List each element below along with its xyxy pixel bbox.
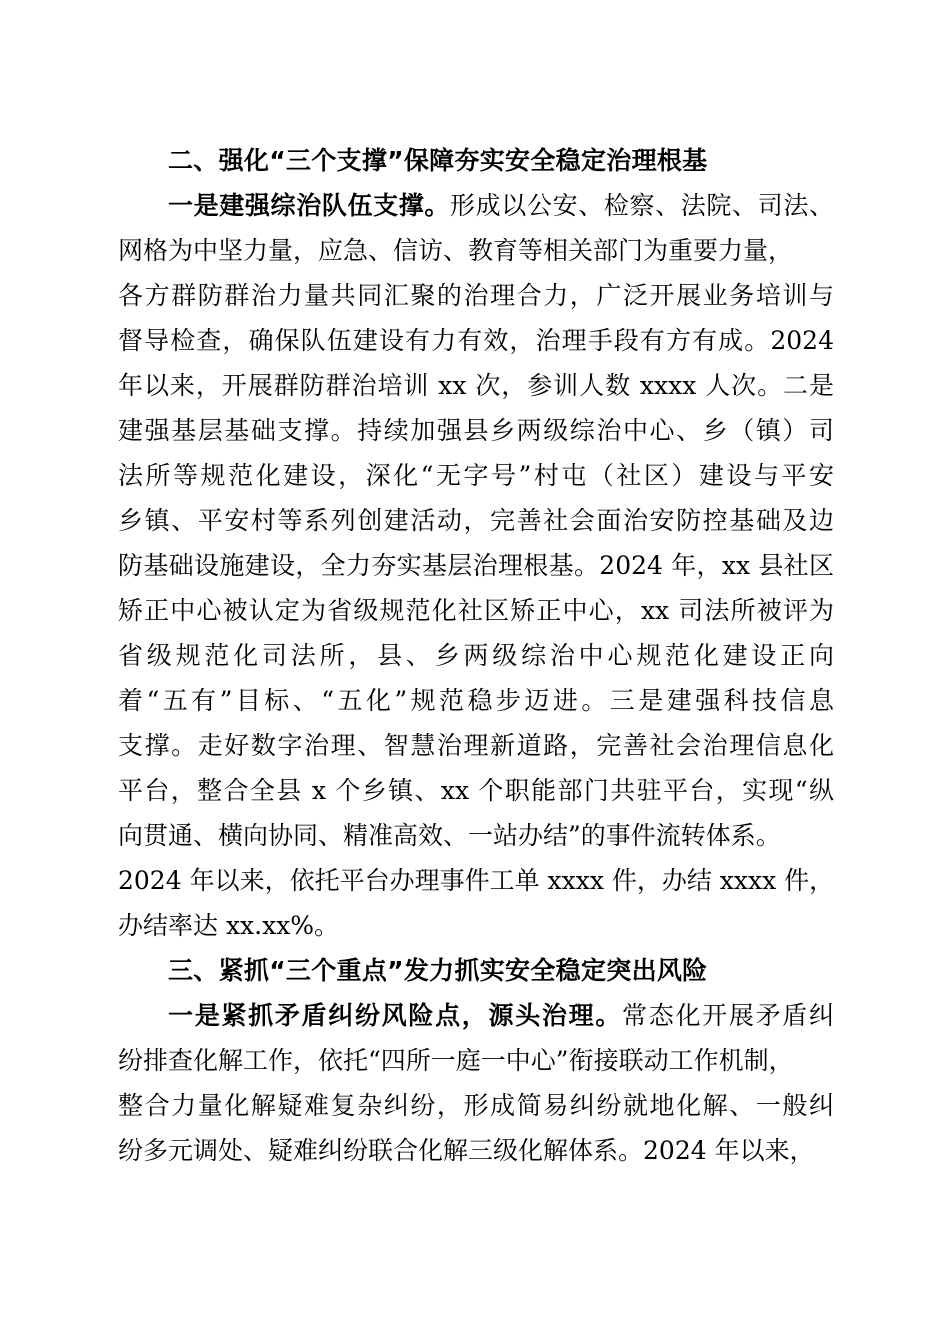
section-2-line-11: 省级规范化司法所，县、乡两级综治中心规范化建设正向 bbox=[118, 641, 834, 670]
section-2-line-12: 着“五有”目标、“五化”规范稳步迈进。三是建强科技信息 bbox=[118, 686, 834, 715]
section-3-line-3: 整合力量化解疑难复杂纠纷，形成简易纠纷就地化解、一般纠 bbox=[118, 1091, 834, 1120]
section-2-lead: 一是建强综治队伍支撑。 bbox=[168, 191, 451, 220]
section-2-line-6: 建强基层基础支撑。持续加强县乡两级综治中心、乡（镇）司 bbox=[118, 416, 834, 445]
section-2-line-4: 督导检查，确保队伍建设有力有效，治理手段有方有成。2024 bbox=[118, 326, 834, 355]
section-2-line-14: 平台，整合全县 x 个乡镇、xx 个职能部门共驻平台，实现“纵 bbox=[118, 776, 834, 805]
section-3-line-1 bbox=[118, 993, 834, 1038]
section-2-line-7: 法所等规范化建设，深化“无字号”村屯（社区）建设与平安 bbox=[118, 461, 834, 490]
section-2-line-9: 防基础设施建设，全力夯实基层治理根基。2024 年，xx 县社区 bbox=[118, 551, 834, 580]
section-2-line-17: 办结率达 xx.xx%。 bbox=[118, 911, 340, 940]
section-2-line-10: 矫正中心被认定为省级规范化社区矫正中心，xx 司法所被评为 bbox=[118, 596, 834, 625]
section-2-heading: 二、强化“三个支撑”保障夯实安全稳定治理根基 bbox=[168, 146, 708, 175]
section-3-heading: 三、紧抓“三个重点”发力抓实安全稳定突出风险 bbox=[168, 956, 708, 985]
section-3-lead: 一是紧抓矛盾纠纷风险点，源头治理。 bbox=[168, 1001, 623, 1030]
section-2-line-1 bbox=[118, 183, 834, 228]
section-2-line-8: 乡镇、平安村等系列创建活动，完善社会面治安防控基础及边 bbox=[118, 506, 834, 535]
section-2-line-3: 各方群防群治力量共同汇聚的治理合力，广泛开展业务培训与 bbox=[118, 281, 834, 310]
section-3-line-4: 纷多元调处、疑难纠纷联合化解三级化解体系。2024 年以来， bbox=[118, 1136, 815, 1165]
section-2-line-5: 年以来，开展群防群治培训 xx 次，参训人数 xxxx 人次。二是 bbox=[118, 371, 834, 400]
section-2-line-13: 支撑。走好数字治理、智慧治理新道路，完善社会治理信息化 bbox=[118, 731, 834, 760]
section-2-line-16: 2024 年以来，依托平台办理事件工单 xxxx 件，办结 xxxx 件， bbox=[118, 866, 835, 895]
section-2-line-1-text: 形成以公安、检察、法院、司法、 bbox=[450, 191, 834, 220]
section-3-line-2: 纷排查化解工作，依托“四所一庭一中心”衔接联动工作机制， bbox=[118, 1046, 794, 1075]
section-2-line-2: 网格为中坚力量，应急、信访、教育等相关部门为重要力量， bbox=[118, 236, 794, 265]
section-2-line-15: 向贯通、横向协同、精准高效、一站办结”的事件流转体系。 bbox=[118, 821, 781, 850]
section-3-line-1-text: 常态化开展矛盾纠 bbox=[622, 1001, 834, 1030]
document-body bbox=[118, 138, 834, 1173]
